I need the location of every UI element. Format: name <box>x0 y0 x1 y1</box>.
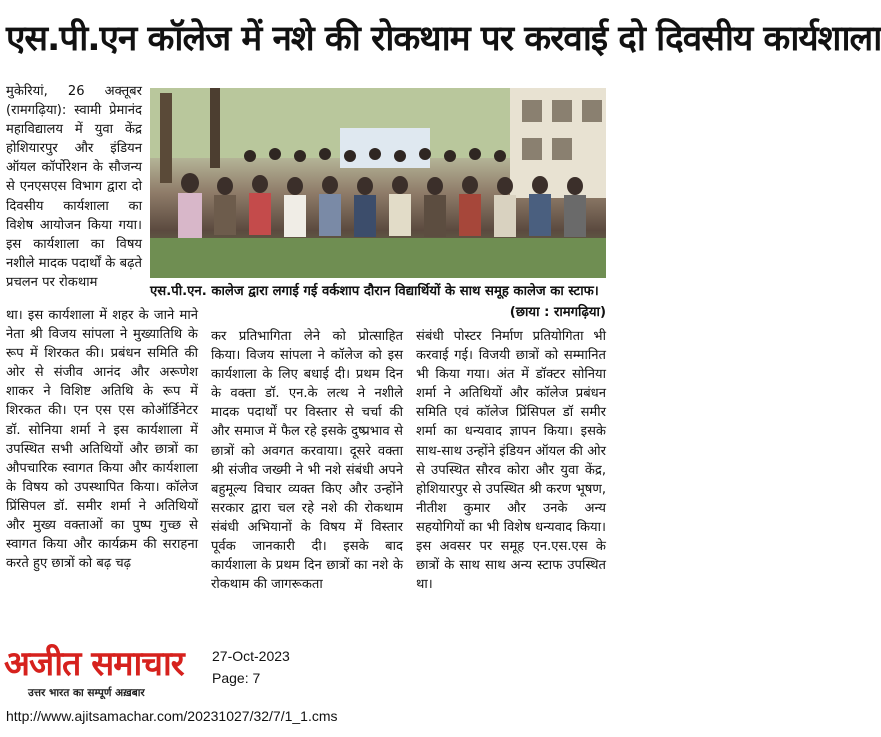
article-text: मुकेरियां, 26 अक्तूबर (रामगढ़िया): स्वामी प्रेमानंद महाविद्यालय में युवा केंद्र होशियारपुर और इंडियन ऑयल कॉर्पोरेशन के सौजन्य से एनएसएस विभाग द्वारा दो दिवसीय कार्यशाला का विशेष आयोजन किया गया। इस कार्यशाला का विषय नशीले मादक पदार्थों के बढ़ते प्रचलन पर रोकथाम <box>6 84 142 290</box>
caption-text: एस.पी.एन. कालेज द्वारा लगाई गई वर्कशाप दौरान विद्यार्थियों के साथ समूह कालेज का स्टाफ। <box>150 284 599 299</box>
article-column-1-top <box>6 82 142 306</box>
article-text: कर प्रतिभागिता लेने को प्रोत्साहित किया। विजय सांपला ने कॉलेज को इस कार्यशाला के लिए बधाई दी। प्रथम दिन के वक्ता डॉ. एन.के लत्थ ने नशीले मादक पदार्थों पर विस्तार से चर्चा की और समाज में फैल रहे इसके दुष्प्रभाव से छात्रों को अवगत करवाया। दूसरे वक्ता श्री संजीव जख्मी ने भी नशे संबंधी अपने बहुमूल्य विचार व्यक्त किए और उन्होंने सरकार द्वारा चल रहे नशे की रोकथाम संबंधी अभियानों के विषय में विस्तार पूर्वक जानकारी दी। इसके बाद कार्यशाला के प्रथम दिन छात्रों का नशे के रोकथाम की जागरूकता <box>211 329 403 593</box>
headline: एस.पी.एन कॉलेज में नशे की रोकथाम पर करवाई दो दिवसीय कार्यशाला <box>6 19 881 59</box>
page-number: Page: 7 <box>212 670 261 686</box>
logo-tagline: उत्तर भारत का सम्पूर्ण अख़बार <box>28 687 145 699</box>
article-column-3 <box>416 327 606 636</box>
newspaper-logo <box>4 644 204 692</box>
photo-caption <box>150 281 606 325</box>
photo-credit: (छाया : रामगढ़िया) <box>509 305 606 320</box>
article-text: था। इस कार्यशाला में शहर के जाने माने नेता श्री विजय सांपला ने मुख्यातिथि के रूप में शिरकत की। प्रबंधन समिति की ओर से संजीव आनंद और अरूणेश शाकर ने विशिष्ट अतिथि के रूप में शिरकत की। एन एस एस कोऑर्डिनेटर डॉ. सोनिया शर्मा ने इस कार्यशाला में उपस्थित सभी अतिथियों और छात्रों का औपचारिक स्वागत किया और कार्यशाला के विषय को उपस्थापित किया। कॉलेज प्रिंसिपल डॉ. समीर शर्मा ने अतिथियों और मुख्य वक्ताओं का पुष्प गुच्छ से स्वागत किया और कार्यक्रम की सराहना करते हुए छात्रों को बढ़ चढ़ <box>6 308 198 572</box>
logo-text: अजीत समाचार <box>4 644 184 684</box>
article-column-2 <box>211 327 403 636</box>
group-photo <box>150 88 606 278</box>
group-photo-illustration <box>150 88 606 278</box>
article-text: संबंधी पोस्टर निर्माण प्रतियोगिता भी करवाई गई। विजयी छात्रों को सम्मानित भी किया गया। अंत में डॉक्टर सोनिया शर्मा ने अतिथियों और कॉलेज प्रबंधन समिति एवं कॉलेज प्रिंसिपल डॉ समीर शर्मा का धन्यवाद ज्ञापन किया। इसके साथ-साथ उन्होंने इंडियन ऑयल की ओर से उपस्थित सौरव कोरा और युवा केंद्र, होशियारपुर से उपस्थित श्री करण भूषण, नीतीश कुमार और उनके अन्य सहयोगियों का भी विशेष धन्यवाद किया। इस अवसर पर समूह एन.एस.एस के छात्रों के साथ साथ अन्य स्टाफ उपस्थित था। <box>416 329 606 593</box>
source-url[interactable]: http://www.ajitsamachar.com/20231027/32/7/1_1.cms <box>6 708 338 724</box>
publication-date: 27-Oct-2023 <box>212 648 290 664</box>
article-column-1-bottom <box>6 306 198 636</box>
